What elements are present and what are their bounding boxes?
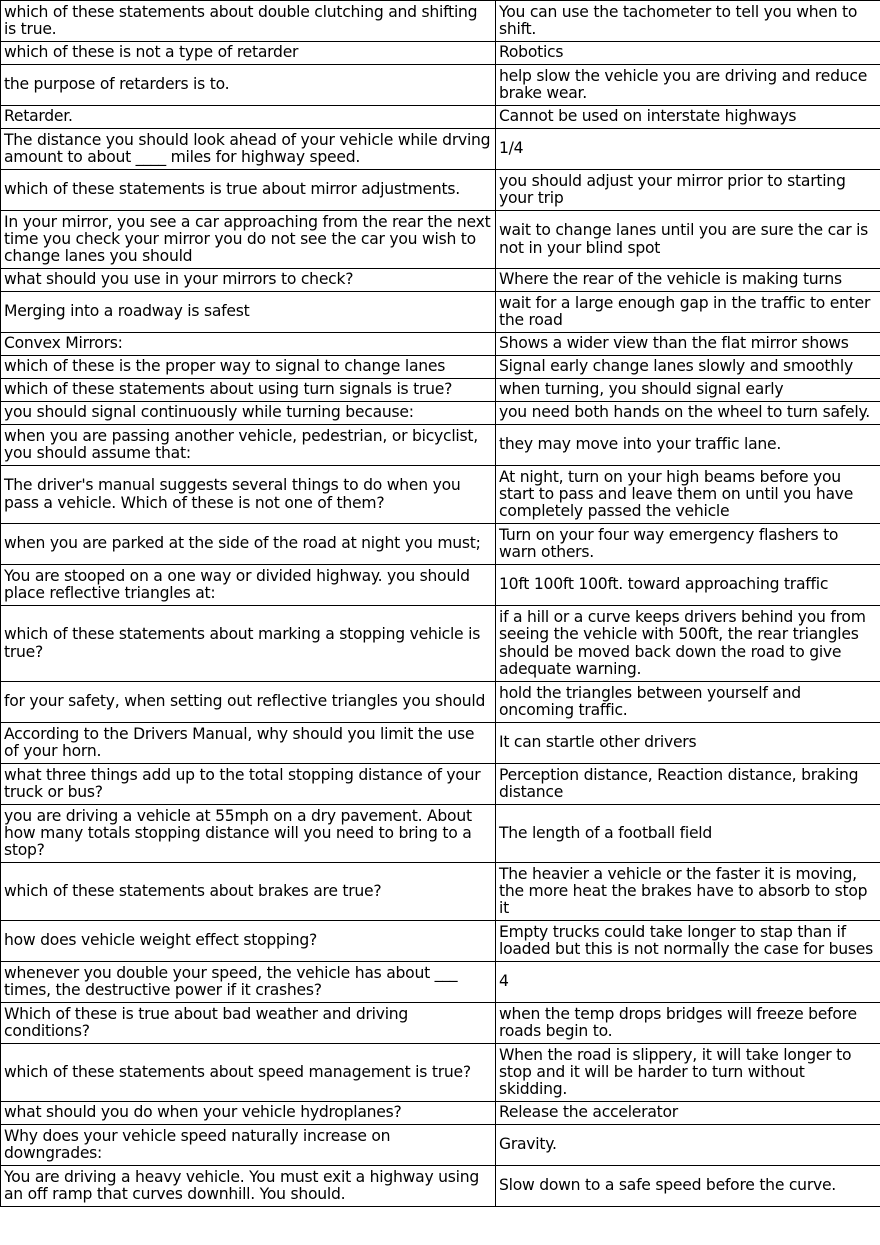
table-row: [1, 1044, 880, 1102]
question-cell: how does vehicle weight effect stopping?: [1, 921, 496, 962]
question-cell: which of these statements about using turn signals is true?: [1, 379, 496, 402]
table-row: [1, 723, 880, 764]
table-row: [1, 863, 880, 921]
answer-cell: At night, turn on your high beams before you start to pass and leave them on until you have completely passed the vehicle: [496, 466, 880, 524]
table-row: [1, 129, 880, 170]
table-row: [1, 425, 880, 466]
question-cell: Retarder.: [1, 106, 496, 129]
question-cell: when you are parked at the side of the road at night you must;: [1, 524, 496, 565]
answer-cell: The length of a football field: [496, 805, 880, 863]
question-cell: the purpose of retarders is to.: [1, 65, 496, 106]
answer-cell: 4: [496, 962, 880, 1003]
question-cell: Which of these is true about bad weather and driving conditions?: [1, 1003, 496, 1044]
answer-cell: When the road is slippery, it will take longer to stop and it will be harder to turn without skidding.: [496, 1044, 880, 1102]
table-row: [1, 170, 880, 211]
question-cell: which of these is the proper way to signal to change lanes: [1, 356, 496, 379]
answer-cell: when turning, you should signal early: [496, 379, 880, 402]
table-row: [1, 524, 880, 565]
table-row: [1, 42, 880, 65]
question-cell: Convex Mirrors:: [1, 333, 496, 356]
answer-cell: Gravity.: [496, 1125, 880, 1166]
question-cell: Merging into a roadway is safest: [1, 292, 496, 333]
answer-cell: You can use the tachometer to tell you when to shift.: [496, 1, 880, 42]
answer-cell: Perception distance, Reaction distance, braking distance: [496, 764, 880, 805]
question-cell: which of these statements is true about mirror adjustments.: [1, 170, 496, 211]
question-cell: In your mirror, you see a car approaching from the rear the next time you check your mirror you do not see the car you wish to change lanes you should: [1, 211, 496, 269]
question-cell: which of these is not a type of retarder: [1, 42, 496, 65]
question-cell: which of these statements about marking a stopping vehicle is true?: [1, 606, 496, 682]
answer-cell: when the temp drops bridges will freeze before roads begin to.: [496, 1003, 880, 1044]
answer-cell: wait to change lanes until you are sure the car is not in your blind spot: [496, 211, 880, 269]
answer-cell: help slow the vehicle you are driving and reduce brake wear.: [496, 65, 880, 106]
question-cell: Why does your vehicle speed naturally increase on downgrades:: [1, 1125, 496, 1166]
answer-cell: they may move into your traffic lane.: [496, 425, 880, 466]
question-cell: You are stooped on a one way or divided highway. you should place reflective triangles at:: [1, 565, 496, 606]
question-cell: for your safety, when setting out reflective triangles you should: [1, 682, 496, 723]
question-cell: what three things add up to the total stopping distance of your truck or bus?: [1, 764, 496, 805]
table-row: [1, 1, 880, 42]
table-row: [1, 466, 880, 524]
question-cell: you should signal continuously while turning because:: [1, 402, 496, 425]
question-cell: which of these statements about double clutching and shifting is true.: [1, 1, 496, 42]
answer-cell: Slow down to a safe speed before the curve.: [496, 1166, 880, 1207]
table-row: [1, 1003, 880, 1044]
question-cell: whenever you double your speed, the vehicle has about ___ times, the destructive power if it crashes?: [1, 962, 496, 1003]
question-cell: which of these statements about speed management is true?: [1, 1044, 496, 1102]
answer-cell: if a hill or a curve keeps drivers behind you from seeing the vehicle with 500ft, the rear triangles should be moved back down the road to give adequate warning.: [496, 606, 880, 682]
answer-cell: Release the accelerator: [496, 1102, 880, 1125]
answer-cell: Cannot be used on interstate highways: [496, 106, 880, 129]
answer-cell: you should adjust your mirror prior to starting your trip: [496, 170, 880, 211]
answer-cell: hold the triangles between yourself and oncoming traffic.: [496, 682, 880, 723]
table-row: [1, 379, 880, 402]
table-row: [1, 402, 880, 425]
answer-cell: Empty trucks could take longer to stap than if loaded but this is not normally the case for buses: [496, 921, 880, 962]
table-row: [1, 1102, 880, 1125]
table-row: [1, 269, 880, 292]
question-cell: when you are passing another vehicle, pedestrian, or bicyclist, you should assume that:: [1, 425, 496, 466]
flashcard-table-body: [1, 1, 880, 1207]
table-row: [1, 805, 880, 863]
answer-cell: Turn on your four way emergency flashers to warn others.: [496, 524, 880, 565]
question-cell: You are driving a heavy vehicle. You must exit a highway using an off ramp that curves downhill. You should.: [1, 1166, 496, 1207]
table-row: [1, 1125, 880, 1166]
answer-cell: 10ft 100ft 100ft. toward approaching traffic: [496, 565, 880, 606]
table-row: [1, 292, 880, 333]
table-row: [1, 106, 880, 129]
answer-cell: Where the rear of the vehicle is making turns: [496, 269, 880, 292]
answer-cell: Robotics: [496, 42, 880, 65]
question-cell: According to the Drivers Manual, why should you limit the use of your horn.: [1, 723, 496, 764]
answer-cell: Shows a wider view than the flat mirror shows: [496, 333, 880, 356]
table-row: [1, 65, 880, 106]
table-row: [1, 682, 880, 723]
table-row: [1, 1166, 880, 1207]
answer-cell: wait for a large enough gap in the traffic to enter the road: [496, 292, 880, 333]
question-cell: The distance you should look ahead of your vehicle while drving amount to about ____ miles for highway speed.: [1, 129, 496, 170]
question-cell: The driver's manual suggests several things to do when you pass a vehicle. Which of these is not one of them?: [1, 466, 496, 524]
answer-cell: It can startle other drivers: [496, 723, 880, 764]
table-row: [1, 606, 880, 682]
table-row: [1, 211, 880, 269]
table-row: [1, 962, 880, 1003]
answer-cell: you need both hands on the wheel to turn safely.: [496, 402, 880, 425]
answer-cell: 1/4: [496, 129, 880, 170]
table-row: [1, 565, 880, 606]
answer-cell: The heavier a vehicle or the faster it is moving, the more heat the brakes have to absorb to stop it: [496, 863, 880, 921]
table-row: [1, 921, 880, 962]
table-row: [1, 333, 880, 356]
question-cell: you are driving a vehicle at 55mph on a dry pavement. About how many totals stopping distance will you need to bring to a stop?: [1, 805, 496, 863]
table-row: [1, 356, 880, 379]
question-cell: which of these statements about brakes are true?: [1, 863, 496, 921]
table-row: [1, 764, 880, 805]
answer-cell: Signal early change lanes slowly and smoothly: [496, 356, 880, 379]
question-cell: what should you do when your vehicle hydroplanes?: [1, 1102, 496, 1125]
question-cell: what should you use in your mirrors to check?: [1, 269, 496, 292]
